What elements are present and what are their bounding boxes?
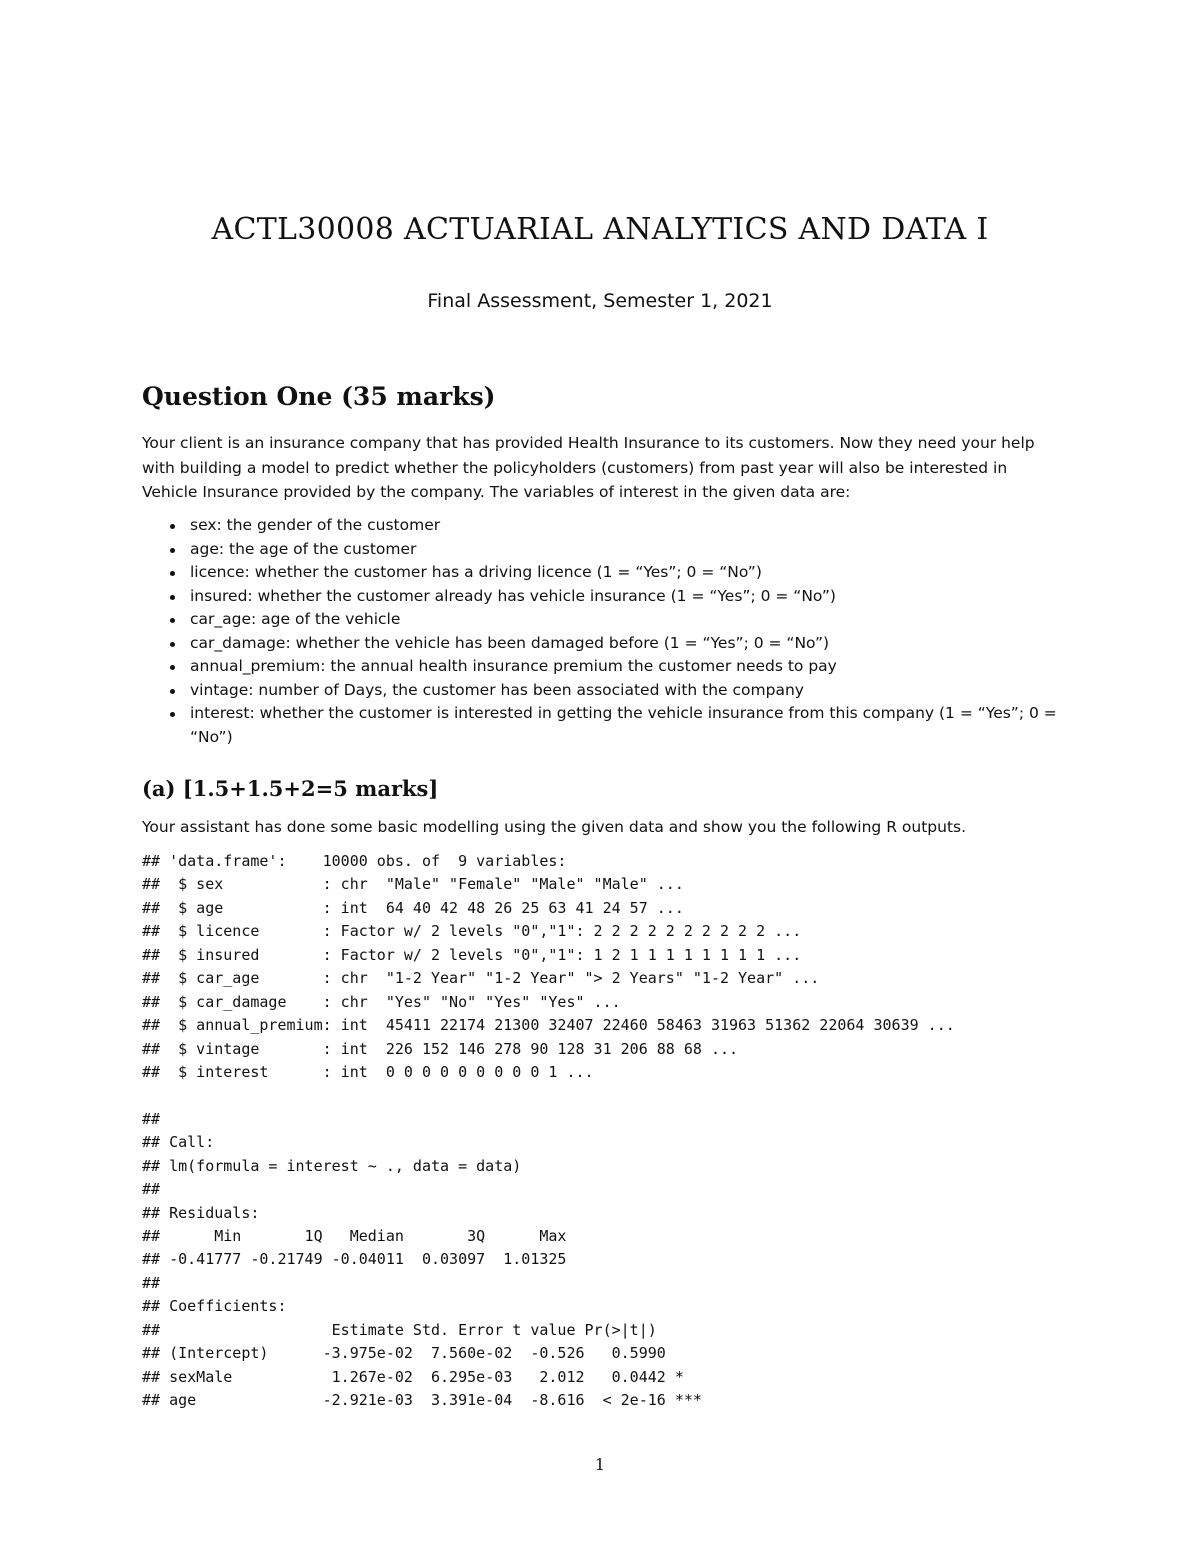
part-heading: (a) [1.5+1.5+2=5 marks]: [142, 776, 439, 801]
code-line: ## Coefficients:: [142, 1297, 287, 1316]
variable-text: insured: whether the customer already has vehicle insurance (1 = “Yes”; 0 = “No”): [190, 586, 836, 605]
code-line: ## $ licence : Factor w/ 2 levels "0","1": 2 2 2 2 2 2 2 2 2 2 ...: [142, 922, 802, 941]
variable-text: car_age: age of the vehicle: [190, 610, 401, 628]
bullet-icon: [170, 524, 175, 529]
bullet-icon: [170, 548, 175, 553]
code-line: ## $ vintage : int 226 152 146 278 90 128 31 206 88 68 ...: [142, 1039, 739, 1058]
code-line: ## Call:: [142, 1133, 215, 1152]
code-line: ## $ insured : Factor w/ 2 levels "0","1": 1 2 1 1 1 1 1 1 1 1 ...: [142, 945, 802, 964]
intro-paragraph: Your client is an insurance company that has provided Health Insurance to its customers. Now they need your help with building a model to predict whether the policyholders (customers) from past year will also be interested in Vehicle Insurance provided by the company. The variables of interest in the given data are:: [142, 434, 1035, 501]
variable-item: [168, 632, 1062, 656]
variable-item: [168, 538, 1062, 562]
code-line: [142, 1084, 1142, 1107]
variable-item: [168, 702, 1062, 749]
code-line: ## $ car_damage : chr "Yes" "No" "Yes" "Yes" ...: [142, 992, 621, 1011]
variable-text: sex: the gender of the customer: [190, 516, 441, 534]
variable-text: vintage: number of Days, the customer has been associated with the company: [190, 680, 804, 699]
variable-text: car_damage: whether the vehicle has been damaged before (1 = “Yes”; 0 = “No”): [190, 633, 830, 652]
variable-text: annual_premium: the annual health insurance premium the customer needs to pay: [190, 657, 837, 675]
code-line: ## sexMale 1.267e-02 6.295e-03 2.012 0.0442 *: [142, 1367, 684, 1386]
code-line: ## Residuals:: [142, 1203, 260, 1222]
part-paragraph: Your assistant has done some basic modelling using the given data and show you the following R outputs.: [142, 818, 967, 836]
variable-item: [168, 585, 1062, 609]
variable-item: [168, 655, 1062, 679]
code-line: ## age -2.921e-03 3.391e-04 -8.616 < 2e-16 ***: [142, 1391, 702, 1410]
bullet-icon: [170, 618, 175, 623]
variable-item: [168, 679, 1062, 703]
bullet-icon: [170, 571, 175, 576]
code-line: ## $ car_age : chr "1-2 Year" "1-2 Year" "> 2 Years" "1-2 Year" ...: [142, 969, 820, 988]
question-heading: Question One (35 marks): [142, 382, 496, 411]
variable-item: [168, 608, 1062, 632]
code-line: ## 'data.frame': 10000 obs. of 9 variables:: [142, 852, 567, 870]
r-output-block: [142, 850, 1142, 1413]
variable-item: [168, 514, 1062, 538]
code-line: ##: [142, 1109, 161, 1128]
bullet-icon: [170, 712, 175, 717]
bullet-icon: [170, 689, 175, 694]
code-line: ## Min 1Q Median 3Q Max: [142, 1227, 567, 1245]
variable-item: [168, 561, 1062, 585]
document-subtitle: Final Assessment, Semester 1, 2021: [427, 290, 773, 312]
code-line: ##: [142, 1273, 161, 1292]
variable-text: age: the age of the customer: [190, 539, 417, 558]
code-line: ## -0.41777 -0.21749 -0.04011 0.03097 1.01325: [142, 1250, 567, 1269]
page-number: 1: [594, 1455, 606, 1474]
code-line: ## lm(formula = interest ~ ., data = data): [142, 1156, 522, 1175]
variable-text: interest: whether the customer is interested in getting the vehicle insurance from this company (1 = “Yes”; 0 = “No”): [190, 704, 1057, 746]
code-line: ## $ age : int 64 40 42 48 26 25 63 41 24 57 ...: [142, 898, 684, 917]
bullet-icon: [170, 642, 175, 647]
code-line: ## $ sex : chr "Male" "Female" "Male" "Male" ...: [142, 875, 684, 894]
code-line: ## (Intercept) -3.975e-02 7.560e-02 -0.526 0.5990: [142, 1344, 666, 1363]
code-line: ## Estimate Std. Error t value Pr(>|t|): [142, 1320, 657, 1339]
variable-list: [168, 514, 1062, 749]
code-line: ##: [142, 1180, 161, 1199]
bullet-icon: [170, 595, 175, 600]
variable-text: licence: whether the customer has a driving licence (1 = “Yes”; 0 = “No”): [190, 563, 762, 581]
bullet-icon: [170, 665, 175, 670]
document-title: ACTL30008 ACTUARIAL ANALYTICS AND DATA I: [211, 212, 989, 247]
code-line: ## $ annual_premium: int 45411 22174 21300 32407 22460 58463 31963 51362 22064 30639 ...: [142, 1016, 955, 1035]
code-line: ## $ interest : int 0 0 0 0 0 0 0 0 0 1 ...: [142, 1062, 594, 1081]
